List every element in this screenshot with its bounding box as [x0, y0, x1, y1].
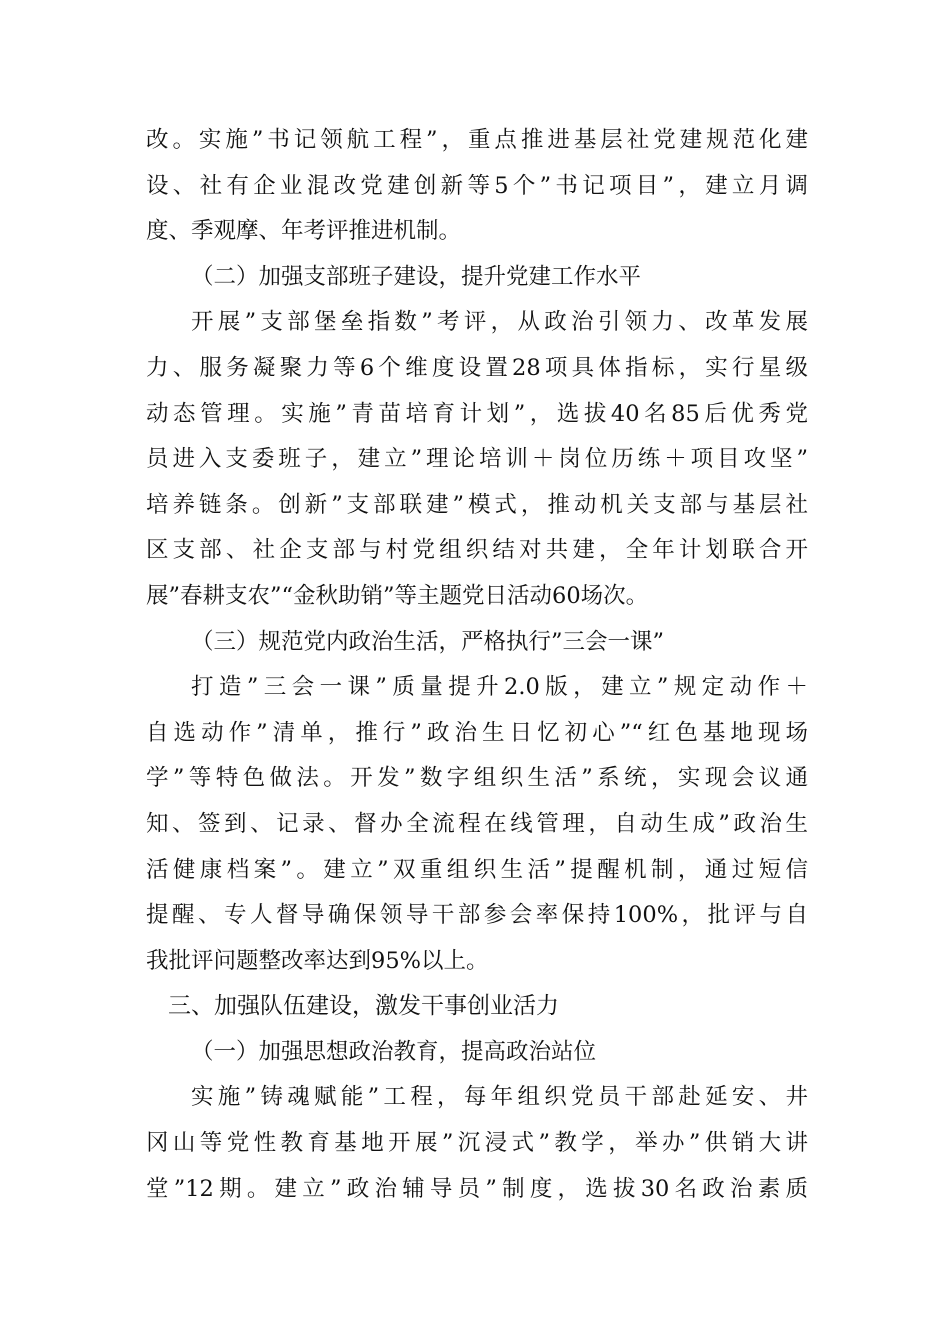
paragraph-line: 力、服务凝聚力等6个维度设置28项具体指标，实行星级	[146, 354, 808, 381]
paragraph-line: 实施”铸魂赋能”工程，每年组织党员干部赴延安、井	[191, 1084, 808, 1111]
paragraph-line: 堂”12期。建立”政治辅导员”制度，选拔30名政治素质	[146, 1175, 808, 1202]
paragraph-line: 区支部、社企支部与村党组织结对共建，全年计划联合开	[146, 537, 808, 564]
document-page	[146, 118, 808, 1212]
section-heading-3: 三、加强队伍建设，激发干事创业活力	[168, 993, 559, 1020]
paragraph-line: 展”春耕支农”“金秋助销”等主题党日活动60场次。	[146, 582, 649, 609]
subheading-3: （三）规范党内政治生活，严格执行”三会一课”	[191, 628, 665, 655]
paragraph-line: 提醒、专人督导确保领导干部参会率保持100%，批评与自	[146, 902, 808, 929]
paragraph-line: 设、社有企业混改党建创新等5个”书记项目”，建立月调	[146, 172, 808, 199]
paragraph-line: 我批评问题整改率达到95%以上。	[146, 947, 489, 974]
paragraph-line: 自选动作”清单，推行”政治生日忆初心”“红色基地现场	[146, 719, 808, 746]
paragraph-line: 冈山等党性教育基地开展”沉浸式”教学，举办”供销大讲	[146, 1130, 808, 1157]
paragraph-line: 员进入支委班子，建立”理论培训＋岗位历练＋项目攻坚”	[146, 446, 808, 473]
paragraph-line: 培养链条。创新”支部联建”模式，推动机关支部与基层社	[146, 491, 808, 518]
paragraph-line: 动态管理。实施”青苗培育计划”，选拔40名85后优秀党	[146, 400, 808, 427]
paragraph-line: 改。实施”书记领航工程”，重点推进基层社党建规范化建	[146, 127, 808, 153]
paragraph-line: 活健康档案”。建立”双重组织生活”提醒机制，通过短信	[146, 856, 808, 883]
subheading-2: （二）加强支部班子建设，提升党建工作水平	[191, 263, 642, 290]
paragraph-line: 打造”三会一课”质量提升2.0版，建立”规定动作＋	[191, 674, 808, 701]
paragraph-line: 学”等特色做法。开发”数字组织生活”系统，实现会议通	[146, 765, 808, 792]
subheading-1: （一）加强思想政治教育，提高政治站位	[191, 1038, 597, 1065]
paragraph-line: 度、季观摩、年考评推进机制。	[146, 218, 462, 245]
paragraph-line: 知、签到、记录、督办全流程在线管理，自动生成”政治生	[146, 810, 808, 837]
paragraph-line: 开展”支部堡垒指数”考评，从政治引领力、改革发展	[191, 309, 808, 336]
